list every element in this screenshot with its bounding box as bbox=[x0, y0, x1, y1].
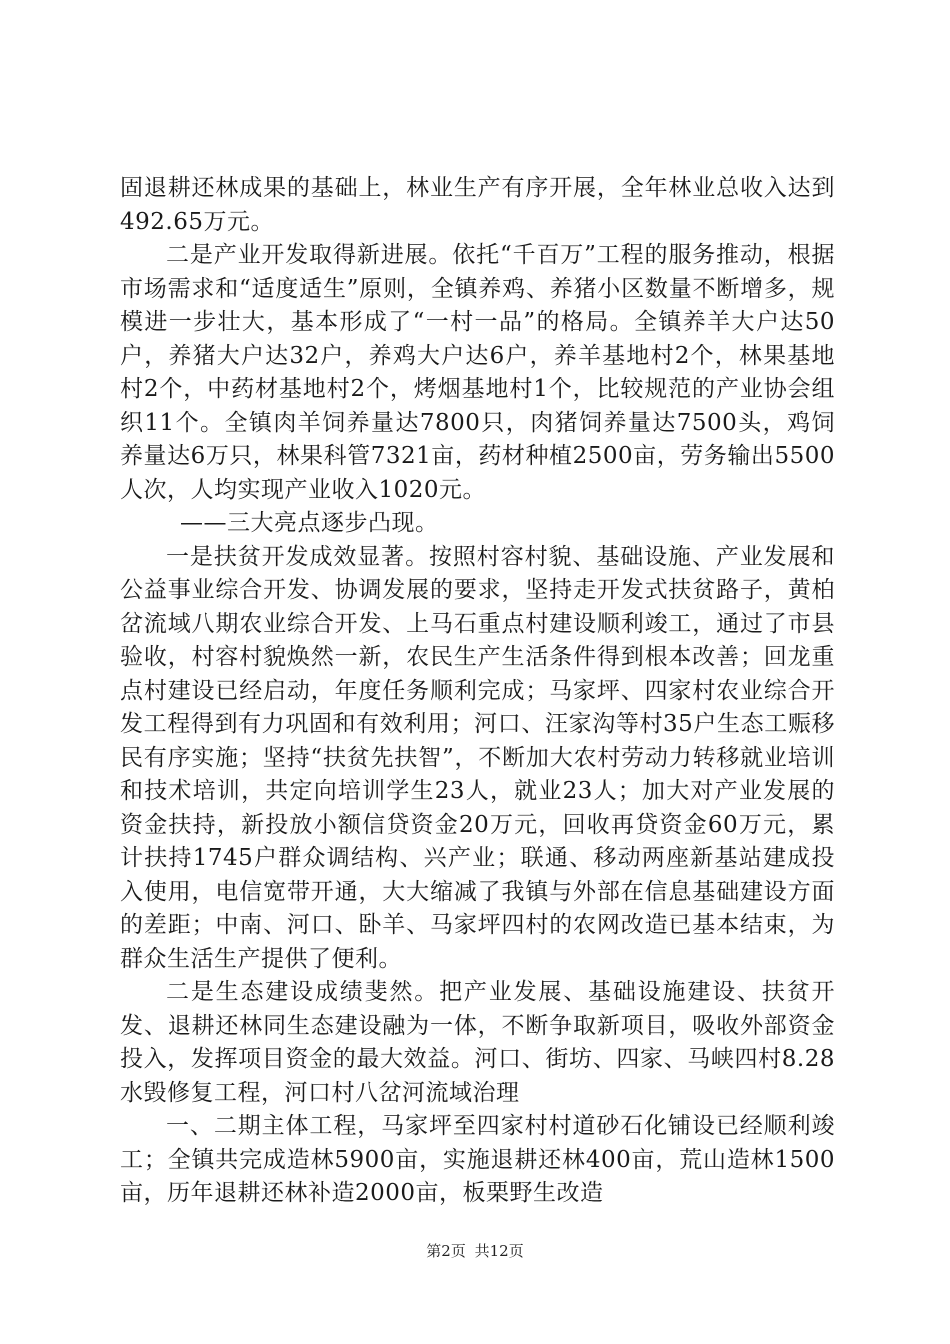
page-number: 第2页 bbox=[426, 1242, 466, 1260]
page-total: 共12页 bbox=[474, 1242, 524, 1260]
document-body bbox=[120, 172, 835, 1211]
section-heading-highlights: ——三大亮点逐步凸现。 bbox=[180, 510, 439, 536]
page-footer bbox=[0, 1240, 950, 1261]
paragraph-engineering-projects: 一、二期主体工程，马家坪至四家村村道砂石化铺设已经顺利竣工；全镇共完成造林5900亩，实施退耕还林400亩，荒山造林1500亩，历年退耕还林补造2000亩，板栗野生改造 bbox=[120, 1113, 835, 1206]
paragraph-continuation: 固退耕还林成果的基础上，林业生产有序开展，全年林业总收入达到492.65万元。 bbox=[120, 175, 835, 235]
paragraph-poverty-alleviation: 一是扶贫开发成效显著。按照村容村貌、基础设施、产业发展和公益事业综合开发、协调发展的要求，坚持走开发式扶贫路子，黄柏岔流域八期农业综合开发、上马石重点村建设顺利竣工，通过了市县验收，村容村貌焕然一新，农民生产生活条件得到根本改善；回龙重点村建设已经启动，年度任务顺利完成；马家坪、四家村农业综合开发工程得到有力巩固和有效利用；河口、汪家沟等村35户生态工赈移民有序实施；坚持“扶贫先扶智”，不断加大农村劳动力转移就业培训和技术培训，共定向培训学生23人，就业23人；加大对产业发展的资金扶持，新投放小额信贷资金20万元，回收再贷资金60万元，累计扶持1745户群众调结构、兴产业；联通、移动两座新基站建成投入使用，电信宽带开通，大大缩减了我镇与外部在信息基础建设方面的差距；中南、河口、卧羊、马家坪四村的农网改造已基本结束，为群众生活生产提供了便利。 bbox=[120, 543, 835, 972]
paragraph-ecological-construction: 二是生态建设成绩斐然。把产业发展、基础设施建设、扶贫开发、退耕还林同生态建设融为一体，不断争取新项目，吸收外部资金投入，发挥项目资金的最大效益。河口、街坊、四家、马峡四村8.28水毁修复工程，河口村八岔河流域治理 bbox=[120, 979, 835, 1106]
paragraph-industry-development: 二是产业开发取得新进展。依托“千百万”工程的服务推动，根据市场需求和“适度适生”原则，全镇养鸡、养猪小区数量不断增多，规模进一步壮大，基本形成了“一村一品”的格局。全镇养羊大户达50户，养猪大户达32户，养鸡大户达6户，养羊基地村2个，林果基地村2个，中药材基地村2个，烤烟基地村1个，比较规范的产业协会组织11个。全镇肉羊饲养量达7800只，肉猪饲养量达7500头，鸡饲养量达6万只，林果科管7321亩，药材种植2500亩，劳务输出5500人次，人均实现产业收入1020元。 bbox=[120, 242, 835, 503]
